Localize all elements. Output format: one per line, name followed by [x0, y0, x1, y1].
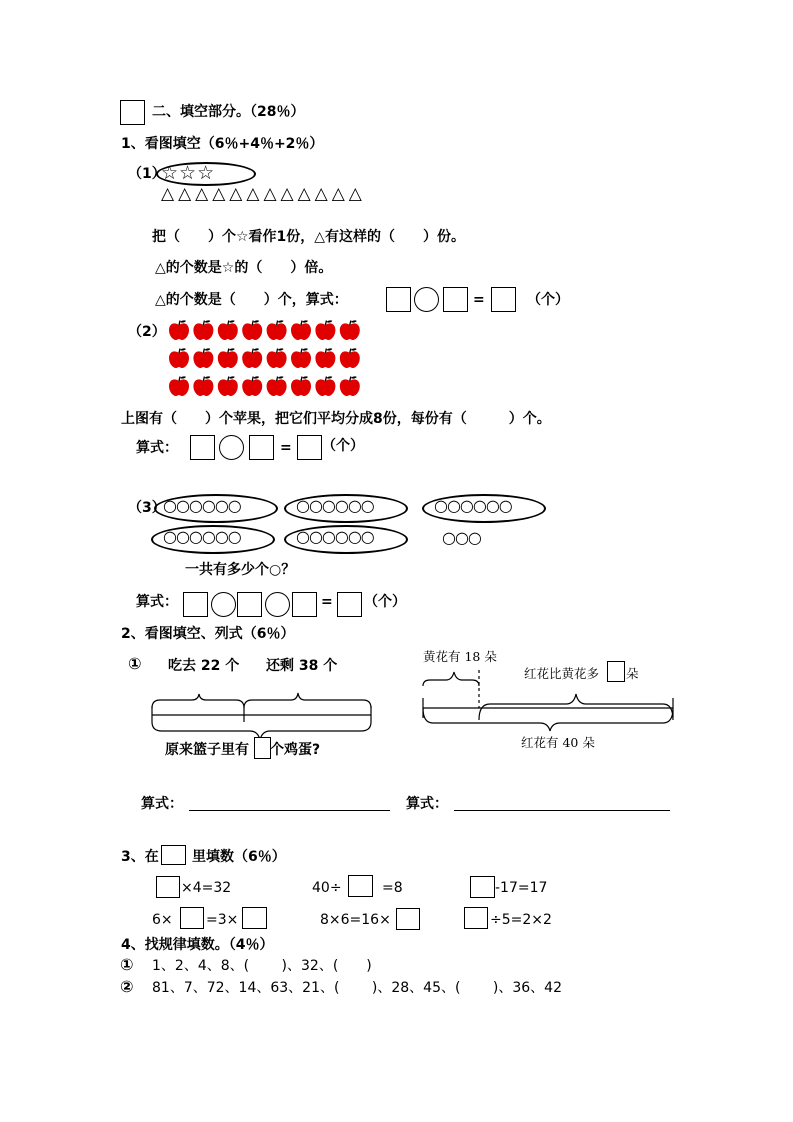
answer-box[interactable] — [396, 908, 420, 930]
q1-p1-line2: △的个数是☆的（ ）倍。 — [155, 260, 333, 276]
triangles: △△△△△△△△△△△△ — [161, 184, 366, 204]
answer-box[interactable] — [242, 907, 267, 929]
eq-3: -17=17 — [495, 880, 548, 896]
question-left-a: 原来篮子里有 — [165, 742, 249, 758]
q1-p1-line1: 把（ ）个☆看作1份，△有这样的（ ）份。 — [152, 229, 466, 245]
q1-p2-label: （2） — [128, 324, 166, 340]
answer-box[interactable] — [254, 737, 271, 759]
circle-group: ○○○○○○ — [434, 496, 512, 515]
yellow-label: 黄花有 18 朵 — [423, 649, 497, 664]
q1-p3-question: 一共有多少个○？ — [185, 562, 296, 578]
red-label: 红花有 40 朵 — [521, 735, 595, 750]
equals-sign: = — [473, 292, 485, 308]
answer-box-sample — [161, 845, 186, 865]
answer-box[interactable] — [156, 876, 180, 898]
answer-box[interactable] — [348, 875, 373, 897]
equals-sign: = — [280, 440, 292, 456]
answer-line-left[interactable] — [189, 810, 390, 811]
eq-2a: 40÷ — [312, 880, 342, 896]
remain-label: 还剩 38 个 — [266, 658, 338, 674]
section-title: 二、填空部分。（28％） — [152, 104, 305, 120]
q3-title-a: 3、在 — [121, 849, 159, 865]
more-label-b: 朵 — [626, 666, 639, 681]
answer-box[interactable] — [464, 907, 488, 929]
answer-box[interactable] — [470, 876, 495, 898]
eq-2b: =8 — [382, 880, 403, 896]
formula-label: 算式： — [136, 594, 178, 610]
formula-label: 算式： — [136, 440, 178, 456]
q1-p3-label: （3） — [128, 500, 166, 516]
unit-label: （个） — [364, 594, 406, 610]
q1-p1-label: （1） — [128, 166, 166, 182]
loose-circles: ○○○ — [442, 528, 481, 547]
stars: ☆☆☆ — [161, 162, 216, 184]
q1-p1-line3: △的个数是（ ）个，算式： — [155, 292, 348, 308]
q4-title: 4、找规律填数。（4％） — [121, 937, 274, 953]
unit-label: （个） — [322, 438, 364, 454]
eq-6: ÷5=2×2 — [490, 912, 552, 928]
formula-label-left: 算式： — [141, 796, 183, 812]
formula-label-right: 算式： — [406, 796, 448, 812]
q2-left-marker: ① — [128, 654, 142, 673]
equals-sign: = — [321, 594, 333, 610]
answer-line-right[interactable] — [454, 810, 670, 811]
unit-label: （个） — [527, 292, 569, 308]
eq-4a: 6× — [152, 912, 173, 928]
q3-title-b: 里填数（6％） — [192, 849, 286, 865]
seq2: 81、7、72、14、63、21、( )、28、45、( )、36、42 — [152, 980, 562, 996]
more-label-a: 红花比黄花多 — [524, 666, 600, 681]
seq1: 1、2、4、8、( )、32、( ) — [152, 958, 372, 974]
question-left-b: 个鸡蛋? — [270, 742, 321, 758]
circle-group: ○○○○○○ — [296, 496, 374, 515]
answer-box[interactable] — [180, 907, 204, 929]
circle-group: ○○○○○○ — [296, 527, 374, 546]
answer-box[interactable] — [607, 661, 625, 682]
eaten-label: 吃去 22 个 — [168, 658, 240, 674]
circle-group: ○○○○○○ — [163, 527, 241, 546]
q2-title: 2、看图填空、列式（6％） — [121, 626, 295, 642]
seq1-marker: ① — [120, 955, 134, 974]
eq-4b: =3× — [206, 912, 239, 928]
circle-group: ○○○○○○ — [163, 496, 241, 515]
q1-p2-question: 上图有（ ）个苹果，把它们平均分成8份，每份有（ ）个。 — [121, 411, 551, 427]
q1-title: 1、看图填空（6％+4％+2％） — [121, 136, 324, 152]
seq2-marker: ② — [120, 977, 134, 996]
eq-5: 8×6=16× — [320, 912, 391, 928]
eq-1: ×4=32 — [181, 880, 232, 896]
